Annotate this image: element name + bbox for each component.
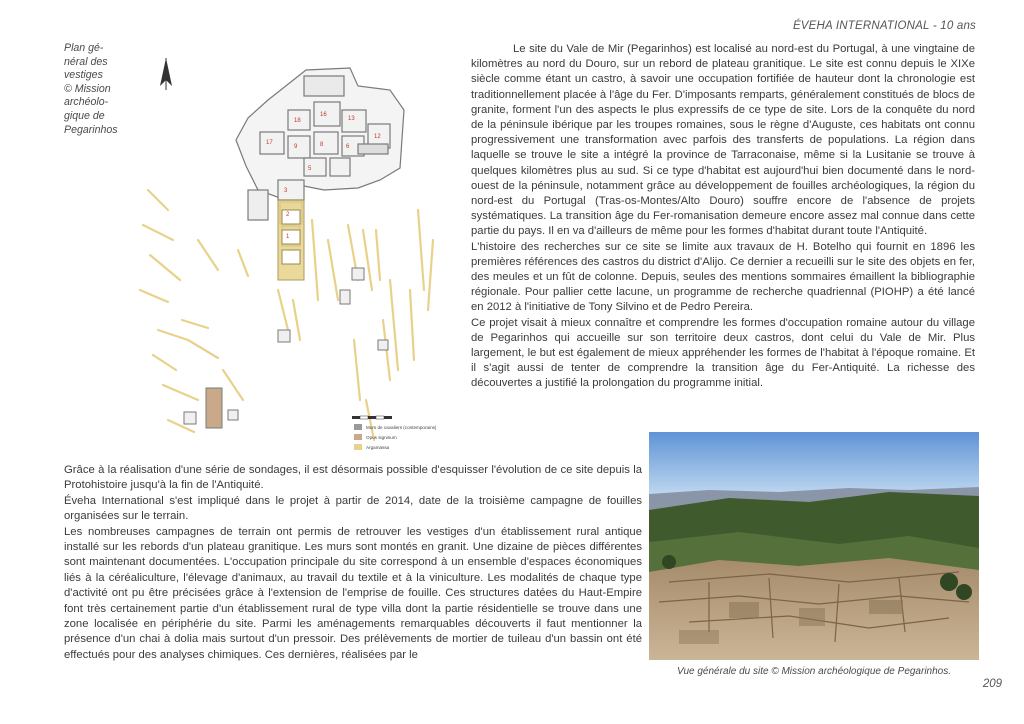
- svg-text:6: 6: [346, 144, 350, 150]
- legend-swatch: [354, 434, 362, 440]
- plan-caption-line: Pegarinhos: [64, 123, 118, 136]
- excavated-structures: [236, 68, 404, 246]
- svg-text:16: 16: [320, 112, 327, 118]
- plan-legend: [354, 424, 437, 450]
- isolated-structures: [184, 268, 388, 428]
- left-text-column: [64, 463, 642, 663]
- legend-label: Murs de cavaliers (contemporains): [366, 425, 437, 430]
- legend-label: Argamassa: [366, 445, 390, 450]
- legend-swatch: [354, 444, 362, 450]
- svg-text:1: 1: [286, 234, 290, 240]
- paragraph: Les nombreuses campagnes de terrain ont permis de retrouver les vestiges d'un établissement rural antique installé sur les rebords d'un plateau granitique. Les murs sont montés en granit. Une dizaine de pièces différentes sont maintenant documentées. L'occupation principale du site correspond à un ensemble d'espaces économiques liés à la céréaliculture, l'élevage d'animaux, au travail du textile et à la viniculture. Les modalités de chaque type d'activité ont pu être précisées grâce à l'extension de l'emprise de fouille. Ces structures datées du Haut-Empire font très certainement partie d'un établissement rural de type villa dont la partie résidentielle se trouve dans une zone localisée en périphérie du site. Parmi les aménagements remarquables découverts il faut mentionner la présence d'un chai à dolia mais surtout d'un pressoir. Des prélèvements de mortier de tuileau d'un bassin ont été effectués pour des analyses chimiques. Ces dernières, réalisées par le: [64, 525, 642, 661]
- paragraph: Éveha International s'est impliqué dans le projet à partir de 2014, date de la troisième campagne de fouilles organisées sur le terrain.: [64, 494, 642, 523]
- svg-text:18: 18: [294, 118, 301, 124]
- running-header: ÉVEHA INTERNATIONAL - 10 ans: [792, 20, 976, 32]
- landscape-photo-image: [649, 432, 979, 660]
- legend-swatch: [354, 424, 362, 430]
- paragraph: Le site du Vale de Mir (Pegarinhos) est localisé au nord-est du Portugal, à une vingtaine de kilomètres au nord du Douro, sur un rebord de plateau granitique. Le site est connu depuis le XIXe siècle comme étant un castro, à savoir une occupation fortifiée de hauteur dont la chronologie est traditionnellement placée à l'âge du Fer. D'imposants remparts, généralement constitués de blocs de granite, forment l'un des aspects le plus expressifs de ce type de site. Lors de la conquête du nord de la péninsule ibérique par les troupes romaines, sous le règne d'Auguste, ces habitats ont connu progressivement une transformation avec parfois des transferts de populations. La région dans laquelle se trouve le site a intégré la province de Tarraconaise, même si la Lusitanie se trouve à quelques kilomètres plus au sud. Si ce type d'habitat est aujourd'hui bien documenté dans le nord-ouest de la péninsule, notamment grâce au développement de fouilles archéologiques, la région du nord-est du Portugal (Tras-os-Montes/Alto Douro) souffre encore de l'absence de projets systématiques. La transition âge du Fer-romanisation demeure encore assez mal connue dans cette partie du pays. Il en va d'ailleurs de même pour les formes d'habitat durant toute l'Antiquité.: [471, 43, 975, 238]
- page-number: 209: [982, 678, 1002, 690]
- svg-text:2: 2: [286, 212, 290, 218]
- site-plan-drawing: [128, 40, 462, 464]
- plan-caption: [64, 42, 130, 137]
- svg-text:13: 13: [348, 116, 355, 122]
- svg-text:5: 5: [308, 166, 312, 172]
- site-plan-figure: [128, 40, 462, 464]
- plan-caption-line: archéolo-: [64, 96, 109, 109]
- plan-caption-line: néral des: [64, 55, 108, 68]
- excavation-trench: [278, 200, 304, 280]
- legend-label: Opus signinum: [366, 435, 397, 440]
- north-arrow-icon: [160, 58, 172, 90]
- scale-bar: [352, 416, 392, 419]
- photo-caption: Vue générale du site © Mission archéologique de Pegarinhos.: [676, 666, 952, 677]
- svg-text:8: 8: [320, 142, 324, 148]
- right-text-column: [471, 42, 975, 392]
- paragraph: L'histoire des recherches sur ce site se limite aux travaux de H. Botelho qui fournit en 1896 les premières références des castros du district d'Alijo. Ce dernier a recueilli sur le site des objets en fer, des meules et un fût de colonne. Depuis, seules des mentions sommaires émaillent la bibliographie régionale. Pour pallier cette lacune, un programme de recherche quadriennal (PIOHP) a été lancé en 2012 à l'initiative de Tony Silvino et de Pedro Pereira.: [471, 240, 975, 314]
- svg-text:17: 17: [266, 140, 273, 146]
- plan-caption-line: Plan gé-: [64, 42, 104, 54]
- svg-text:12: 12: [374, 134, 381, 140]
- paragraph: Grâce à la réalisation d'une série de sondages, il est désormais possible d'esquisser l'évolution de ce site depuis la Protohistoire jusqu'à la fin de l'Antiquité.: [64, 464, 642, 492]
- site-photo: [649, 432, 979, 660]
- paragraph: Ce projet visait à mieux connaître et comprendre les formes d'occupation romaine autour du village de Pegarinhos qui accueille sur son territoire deux castros, dont celui du Vale de Mir. Plus largement, le but est également de mieux appréhender les formes de l'habitat à l'époque romaine. Et il s'agit aussi de tenter de comprendre la transition âge du Fer-Antiquité. La richesse des découvertes a justifié la prolongation du programme initial.: [471, 316, 975, 390]
- plan-caption-line: © Mission: [64, 82, 111, 95]
- svg-text:3: 3: [284, 188, 288, 194]
- svg-text:9: 9: [294, 144, 298, 150]
- plan-caption-line: vestiges: [64, 69, 103, 82]
- plan-caption-line: gique de: [64, 109, 105, 122]
